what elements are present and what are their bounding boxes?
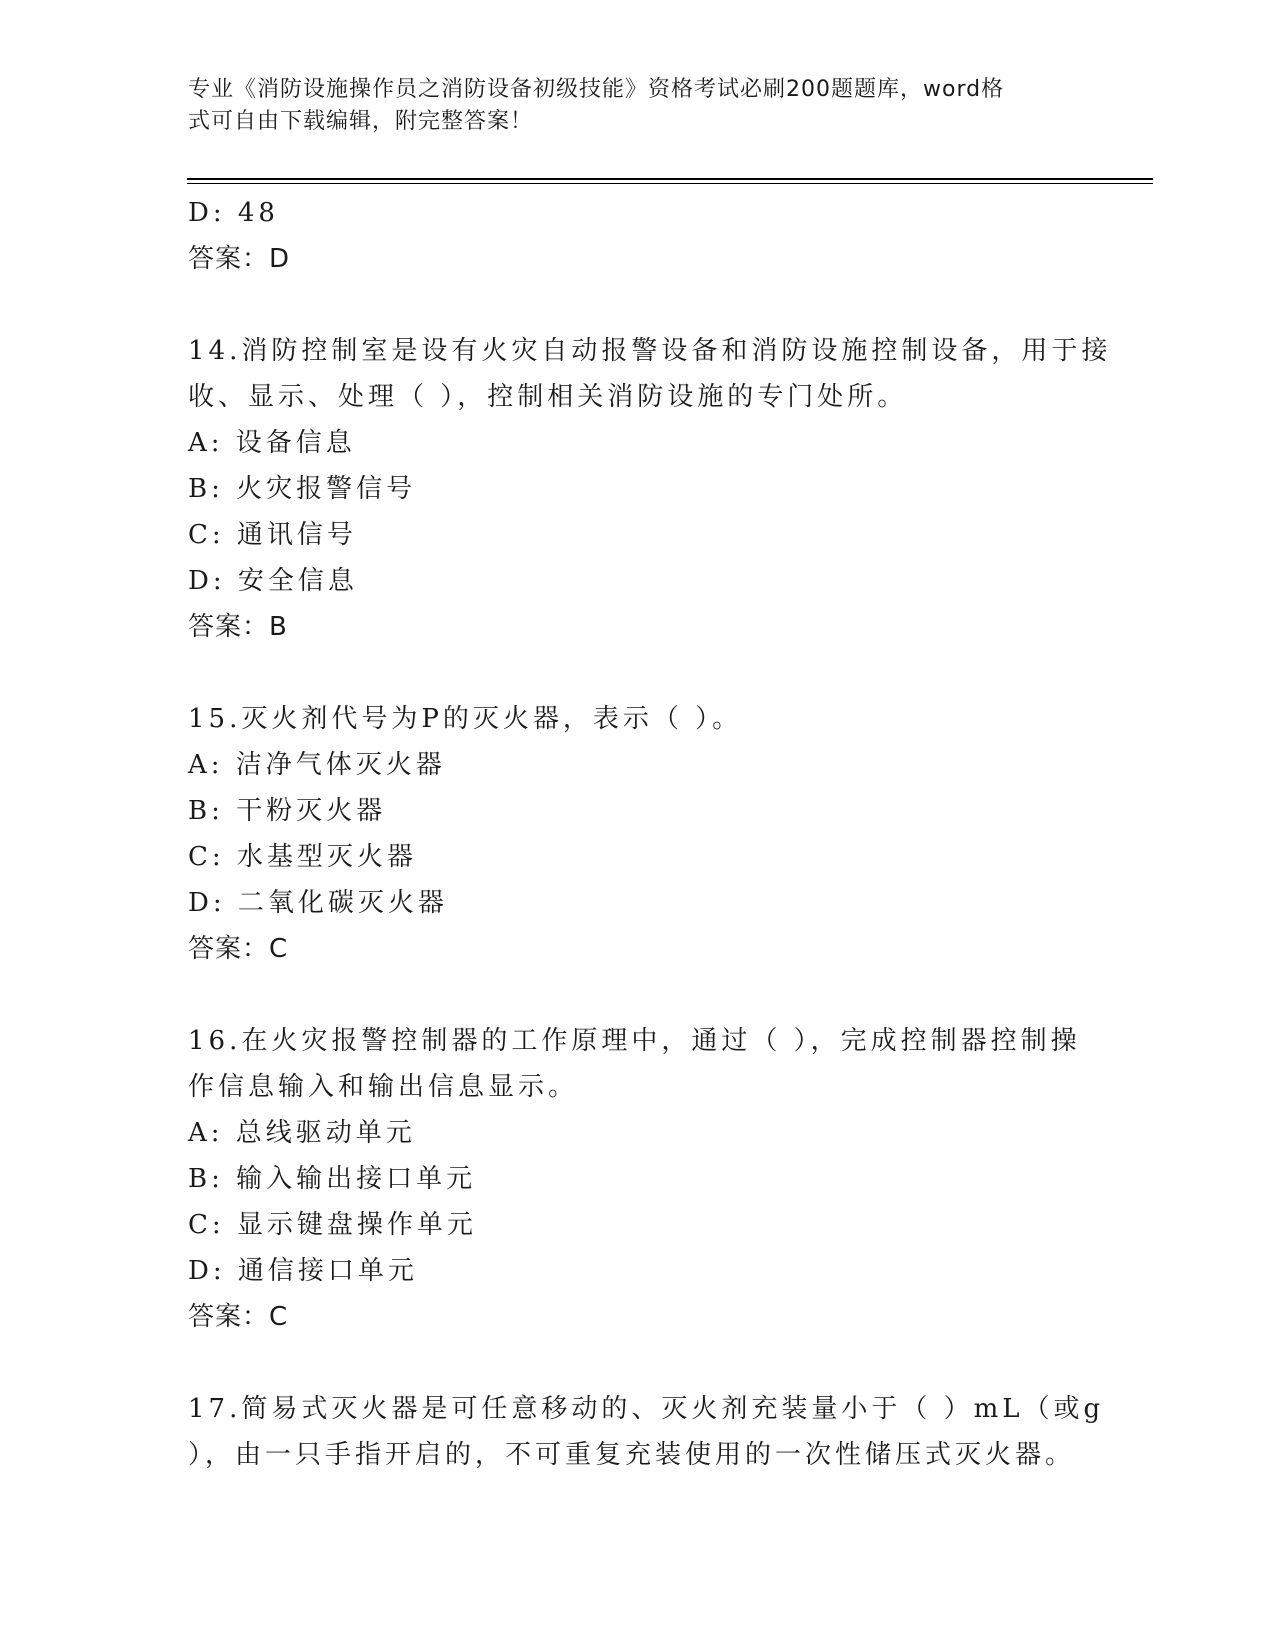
document-body [188, 190, 1112, 1478]
header-divider-thin [187, 183, 1153, 184]
header-divider-thick [187, 178, 1153, 180]
question-stem: 16.在火灾报警控制器的工作原理中，通过（ ），完成控制器控制操 [188, 1026, 1081, 1056]
answer: 答案：C [188, 934, 289, 964]
question-15 [188, 696, 1088, 972]
option-c: C: 显示键盘操作单元 [188, 1210, 477, 1240]
question-14 [188, 328, 1112, 650]
answer: 答案：B [188, 612, 288, 642]
question-stem: ），由一只手指开启的，不可重复充装使用的一次性储压式灭火器。 [188, 1440, 1076, 1470]
option-a: A: 设备信息 [188, 428, 356, 458]
option-b: B: 火灾报警信号 [188, 474, 417, 504]
option-a: A: 洁净气体灭火器 [188, 750, 446, 780]
option-b: B: 输入输出接口单元 [188, 1164, 477, 1194]
document-header [188, 74, 1068, 138]
question-stem: 15.灭火剂代号为P的灭火器，表示（ ）。 [188, 704, 743, 734]
question-stem: 作信息输入和输出信息显示。 [188, 1072, 579, 1102]
question-stem: 14.消防控制室是设有火灾自动报警设备和消防设施控制设备，用于接 [188, 336, 1112, 366]
option-c: C: 水基型灭火器 [188, 842, 417, 872]
answer: 答案：C [188, 1302, 289, 1332]
option-d: D: 安全信息 [188, 566, 358, 596]
question-stem: 17.简易式灭火器是可任意移动的、灭火剂充装量小于（ ）mL（或g [188, 1394, 1105, 1424]
question-16 [188, 1018, 1088, 1340]
option-c: C: 通讯信号 [188, 520, 357, 550]
header-line-1: 专业《消防设施操作员之消防设备初级技能》资格考试必刷200题题库，word格 [188, 77, 1005, 102]
option-d: D: 48 [188, 198, 279, 228]
answer: 答案：D [188, 244, 291, 274]
option-d: D: 通信接口单元 [188, 1256, 418, 1286]
option-d: D: 二氧化碳灭火器 [188, 888, 448, 918]
question-stem: 收、显示、处理（ ），控制相关消防设施的专门处所。 [188, 382, 908, 412]
option-a: A: 总线驱动单元 [188, 1118, 416, 1148]
header-line-2: 式可自由下载编辑，附完整答案！ [188, 109, 534, 134]
option-b: B: 干粉灭火器 [188, 796, 387, 826]
question-17 [188, 1386, 1105, 1478]
